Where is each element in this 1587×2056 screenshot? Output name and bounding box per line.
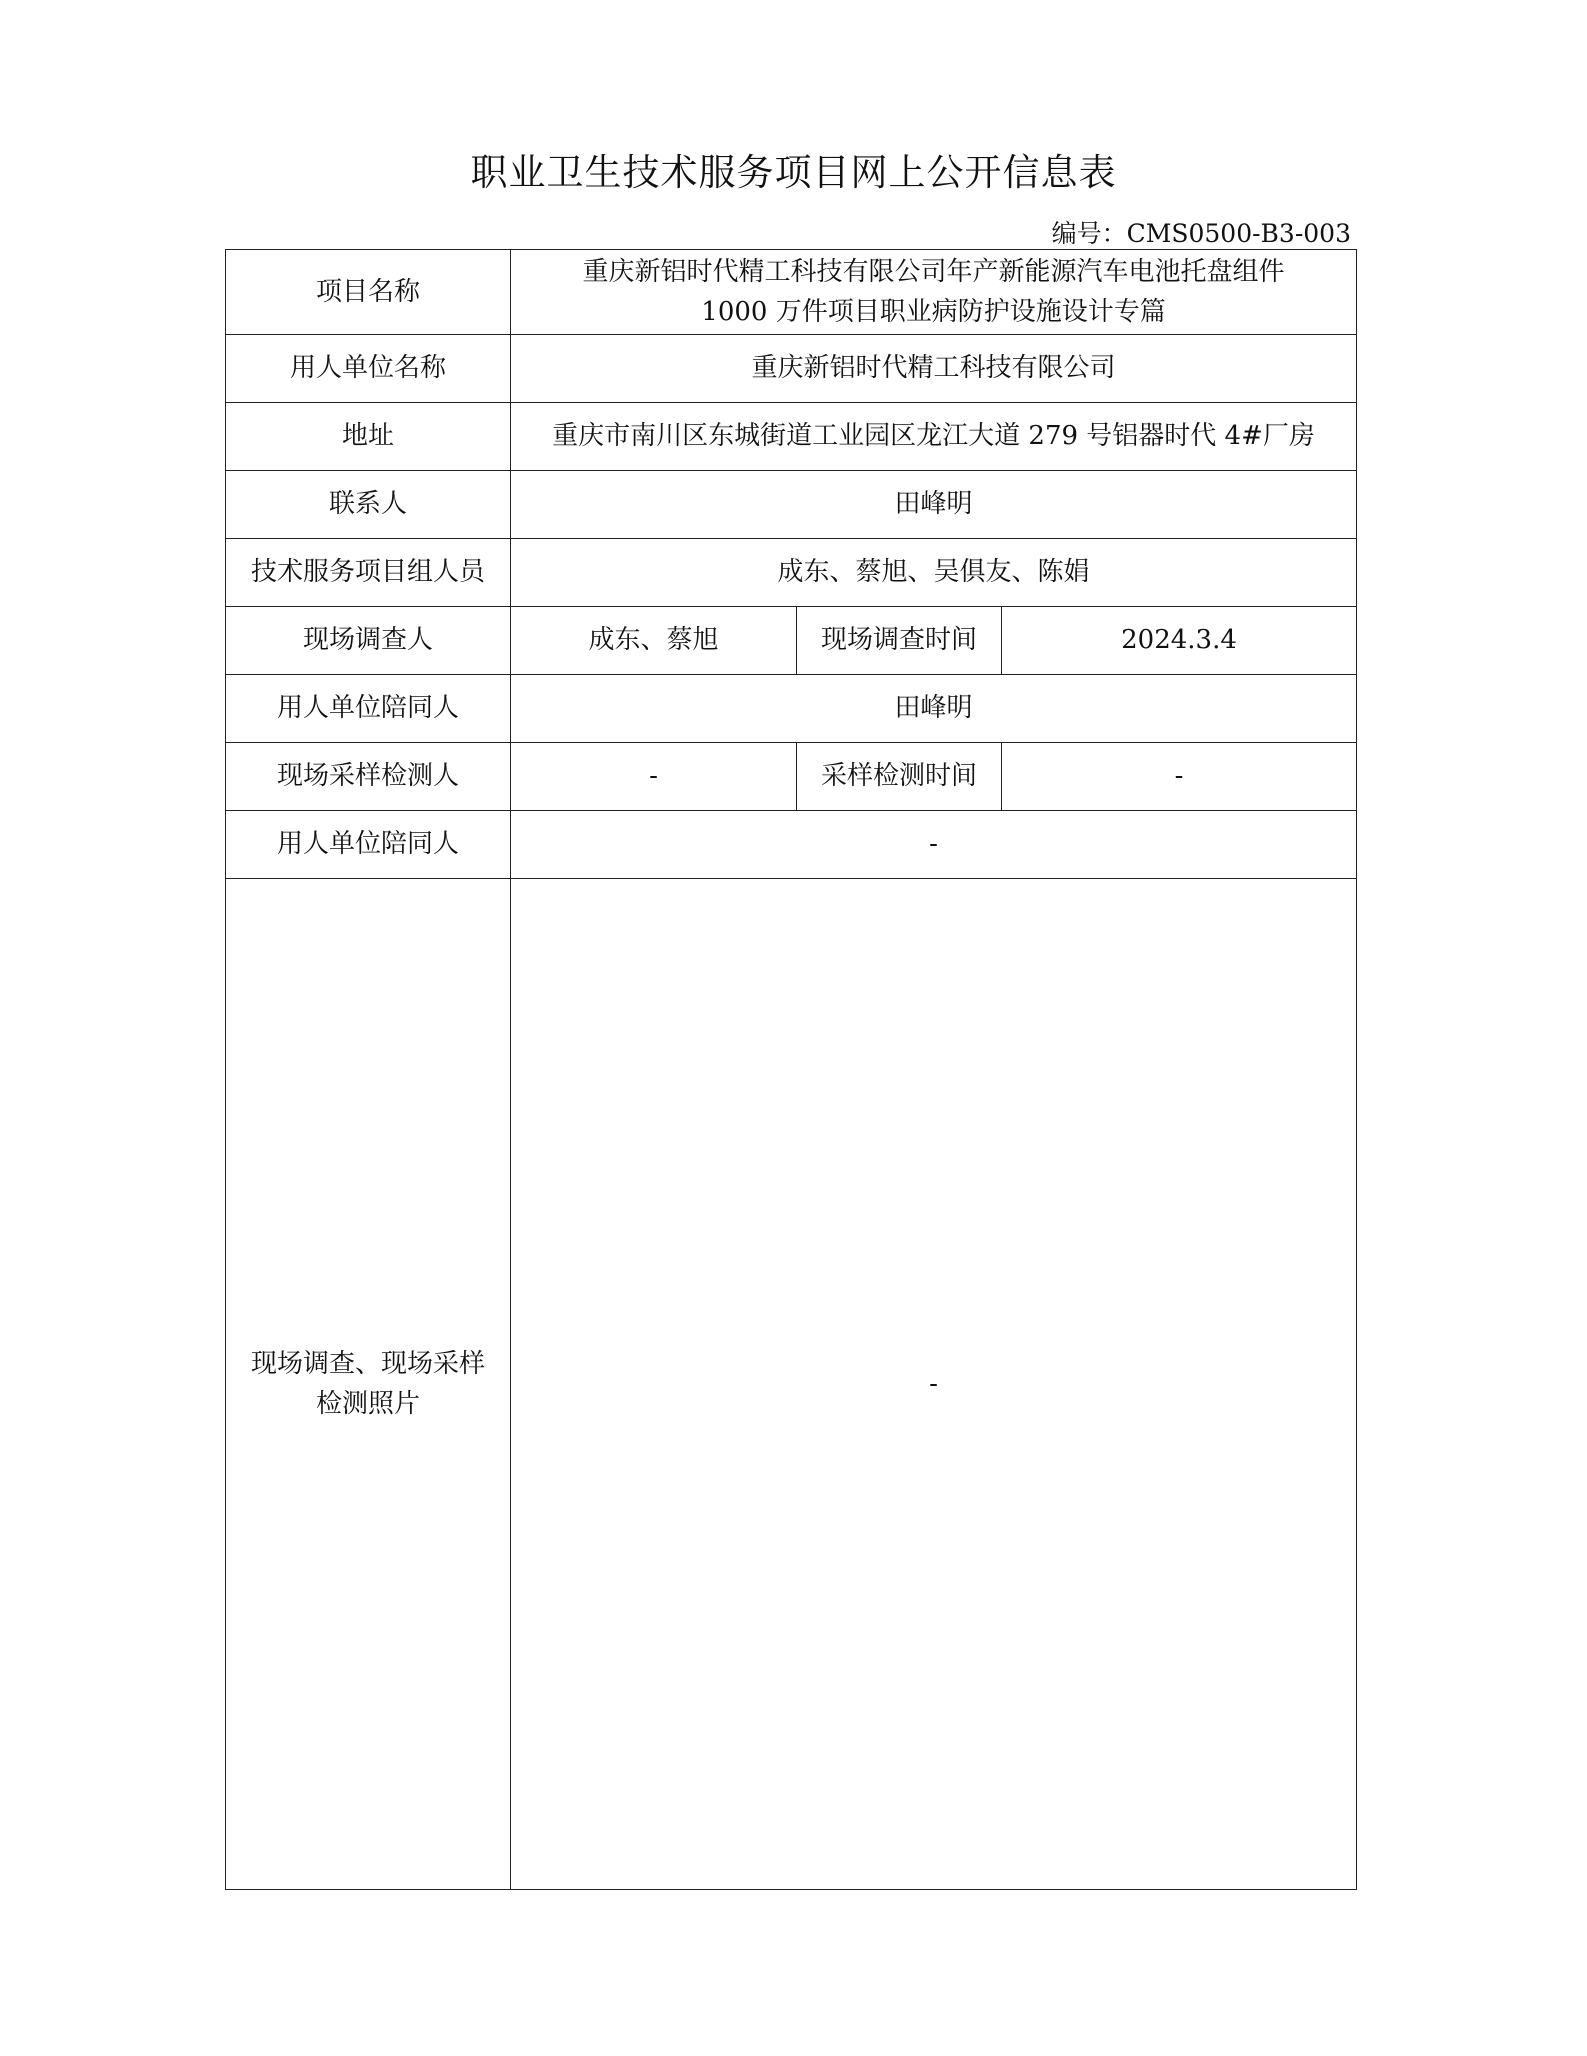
row-employer xyxy=(226,335,1357,403)
row-sampling xyxy=(226,743,1357,811)
companion-1-label: 用人单位陪同人 xyxy=(226,675,511,743)
survey-person-label: 现场调查人 xyxy=(226,607,511,675)
address-value: 重庆市南川区东城街道工业园区龙江大道 279 号铝器时代 4#厂房 xyxy=(511,403,1357,471)
row-project-name xyxy=(226,250,1357,335)
survey-time-label: 现场调查时间 xyxy=(797,607,1002,675)
survey-time-value: 2024.3.4 xyxy=(1002,607,1357,675)
sampling-time-value: - xyxy=(1002,743,1357,811)
companion-2-value: - xyxy=(511,811,1357,879)
contact-value: 田峰明 xyxy=(511,471,1357,539)
sampling-time-label: 采样检测时间 xyxy=(797,743,1002,811)
row-team xyxy=(226,539,1357,607)
address-label: 地址 xyxy=(226,403,511,471)
team-label: 技术服务项目组人员 xyxy=(226,539,511,607)
document-title: 职业卫生技术服务项目网上公开信息表 xyxy=(470,151,1117,194)
info-table xyxy=(225,249,1357,1890)
document-code: 编号：CMS0500-B3-003 xyxy=(1051,219,1351,248)
row-companion-1 xyxy=(226,675,1357,743)
row-contact xyxy=(226,471,1357,539)
project-name-line2: 1000 万件项目职业病防护设施设计专篇 xyxy=(701,297,1166,327)
companion-1-value: 田峰明 xyxy=(511,675,1357,743)
survey-person-value: 成东、蔡旭 xyxy=(511,607,797,675)
row-survey xyxy=(226,607,1357,675)
row-address xyxy=(226,403,1357,471)
photos-label-line2: 检测照片 xyxy=(315,1389,420,1419)
project-name-line1: 重庆新铝时代精工科技有限公司年产新能源汽车电池托盘组件 xyxy=(582,256,1285,287)
row-photos xyxy=(226,879,1357,1890)
employer-label: 用人单位名称 xyxy=(226,335,511,403)
photos-label-line1: 现场调查、现场采样 xyxy=(250,1348,485,1379)
employer-value: 重庆新铝时代精工科技有限公司 xyxy=(511,335,1357,403)
companion-2-label: 用人单位陪同人 xyxy=(226,811,511,879)
photos-value: - xyxy=(511,879,1357,1890)
photos-label xyxy=(226,879,511,1890)
row-companion-2 xyxy=(226,811,1357,879)
contact-label: 联系人 xyxy=(226,471,511,539)
project-name-label: 项目名称 xyxy=(226,250,511,335)
project-name-value xyxy=(511,250,1357,335)
sampling-person-value: - xyxy=(511,743,797,811)
team-value: 成东、蔡旭、吴俱友、陈娟 xyxy=(511,539,1357,607)
sampling-person-label: 现场采样检测人 xyxy=(226,743,511,811)
